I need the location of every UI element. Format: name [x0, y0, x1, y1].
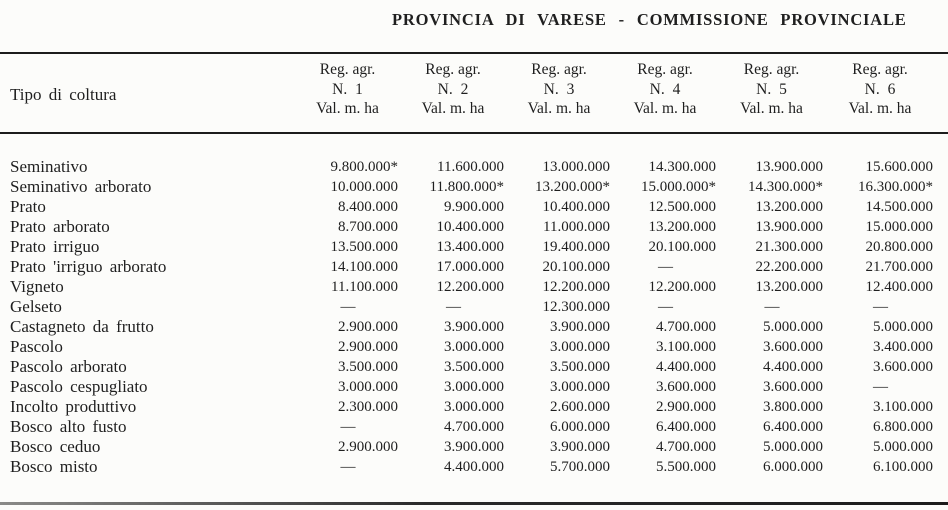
value-cell: 21.700.000: [865, 259, 933, 275]
column-header-line: Reg. agr.: [743, 61, 800, 78]
row-label: Gelseto: [10, 297, 62, 316]
row-label: Bosco ceduo: [10, 437, 101, 456]
row-label: Pascolo cespugliato: [10, 377, 148, 396]
row-label: Bosco misto: [10, 457, 98, 476]
value-cell: 3.000.000: [338, 379, 398, 395]
value-cell: 5.000.000: [763, 439, 823, 455]
value-cell: 6.000.000: [763, 459, 823, 475]
column-header-line: Val. m. ha: [421, 100, 485, 117]
value-cell: 11.000.000: [543, 219, 610, 235]
value-cell: 12.300.000: [542, 299, 610, 315]
column-header-line: N. 1: [332, 80, 363, 98]
value-cell: 3.100.000: [656, 339, 716, 355]
value-cell: 2.300.000: [338, 399, 398, 415]
page-title: PROVINCIA DI VARESE - COMMISSIONE PROVINCIALE: [392, 10, 907, 29]
column-header-line: N. 5: [756, 80, 787, 98]
value-cell: 3.000.000: [444, 399, 504, 415]
row-label: Seminativo: [10, 157, 88, 176]
column-header: [400, 58, 506, 119]
value-cell: 2.900.000: [338, 339, 398, 355]
value-cell: 9.800.000*: [330, 159, 398, 175]
value-cell: 2.900.000: [656, 399, 716, 415]
value-cell: —: [873, 379, 887, 395]
column-header-line: N. 3: [543, 80, 575, 98]
bottom-rule: [0, 502, 948, 505]
column-header-line: N. 6: [864, 80, 896, 98]
value-cell: —: [658, 299, 672, 315]
value-cell: 5.000.000: [873, 439, 933, 455]
value-cell: 15.000.000: [865, 219, 933, 235]
value-cell: 11.100.000: [331, 279, 398, 295]
value-cell: 6.400.000: [656, 419, 716, 435]
value-cell: 6.000.000: [550, 419, 610, 435]
value-cell: 3.800.000: [763, 399, 823, 415]
value-cell: 14.500.000: [865, 199, 933, 215]
column-header: [295, 58, 400, 119]
value-cell: 12.400.000: [865, 279, 933, 295]
value-cell: 3.000.000: [444, 339, 504, 355]
value-cell: 14.300.000: [648, 159, 716, 175]
value-cell: 20.100.000: [648, 239, 716, 255]
value-cell: 12.200.000: [542, 279, 610, 295]
row-label: Castagneto da frutto: [10, 317, 154, 336]
value-cell: 3.600.000: [763, 339, 823, 355]
value-cell: 13.900.000: [755, 159, 823, 175]
value-cell: 9.900.000: [444, 199, 504, 215]
value-cell: 19.400.000: [542, 239, 610, 255]
value-cell: 3.500.000: [550, 359, 610, 375]
column-header: [718, 58, 825, 119]
table-body: [0, 157, 935, 477]
top-rule: [0, 52, 948, 54]
value-cell: 4.400.000: [763, 359, 823, 375]
value-cell: 3.900.000: [444, 319, 504, 335]
table-header: [0, 58, 935, 119]
value-cell: 21.300.000: [755, 239, 823, 255]
value-cell: 6.100.000: [873, 459, 933, 475]
value-cell: —: [340, 299, 355, 315]
value-cell: —: [764, 299, 779, 315]
value-cell: 10.400.000: [542, 199, 610, 215]
value-cell: 8.700.000: [338, 219, 398, 235]
value-cell: 17.000.000: [436, 259, 504, 275]
column-header: [612, 58, 718, 119]
value-cell: 3.900.000: [550, 439, 610, 455]
value-cell: 4.700.000: [656, 319, 716, 335]
value-cell: 3.000.000: [550, 339, 610, 355]
value-cell: 3.900.000: [550, 319, 610, 335]
value-cell: 13.200.000: [648, 219, 716, 235]
value-cell: 2.600.000: [550, 399, 610, 415]
value-cell: 8.400.000: [338, 199, 398, 215]
value-cell: 2.900.000: [338, 439, 398, 455]
row-label: Incolto produttivo: [10, 397, 137, 416]
value-cell: 3.000.000: [550, 379, 610, 395]
value-cell: 15.000.000*: [641, 179, 716, 195]
row-label: Pascolo: [10, 337, 63, 356]
column-header: [506, 58, 612, 119]
value-cell: 11.600.000: [437, 159, 504, 175]
value-cell: 3.600.000: [763, 379, 823, 395]
column-header-line: Reg. agr.: [319, 61, 376, 78]
value-cell: 3.100.000: [873, 399, 933, 415]
value-cell: 3.400.000: [873, 339, 933, 355]
value-cell: 5.500.000: [656, 459, 716, 475]
column-header-line: Val. m. ha: [740, 100, 803, 117]
row-header-label: Tipo di coltura: [10, 85, 117, 105]
value-cell: 13.500.000: [330, 239, 398, 255]
value-cell: 5.000.000: [763, 319, 823, 335]
value-cell: —: [658, 259, 672, 275]
row-label: Prato irriguo: [10, 237, 100, 256]
value-cell: 15.600.000: [865, 159, 933, 175]
value-cell: 12.200.000: [648, 279, 716, 295]
value-cell: 20.100.000: [542, 259, 610, 275]
value-cell: 4.400.000: [444, 459, 504, 475]
value-cell: 11.800.000*: [429, 179, 504, 195]
value-cell: 20.800.000: [865, 239, 933, 255]
value-cell: 14.100.000: [330, 259, 398, 275]
column-header-line: Reg. agr.: [425, 61, 481, 78]
column-header-line: Val. m. ha: [316, 100, 379, 117]
column-header-line: N. 4: [649, 80, 681, 98]
row-label: Pascolo arborato: [10, 357, 127, 376]
value-cell: 22.200.000: [755, 259, 823, 275]
row-label: Prato arborato: [10, 217, 110, 236]
value-cell: 13.900.000: [755, 219, 823, 235]
value-cell: 3.600.000: [656, 379, 716, 395]
value-cell: 5.700.000: [550, 459, 610, 475]
value-cell: —: [340, 419, 355, 435]
column-header-line: Reg. agr.: [852, 61, 908, 78]
value-cell: 5.000.000: [873, 319, 933, 335]
row-label: Prato: [10, 197, 46, 216]
value-cell: 12.200.000: [436, 279, 504, 295]
column-header-line: Reg. agr.: [637, 61, 693, 78]
value-cell: —: [340, 459, 355, 475]
column-header-line: Val. m. ha: [527, 100, 591, 117]
value-cell: 13.200.000: [755, 279, 823, 295]
column-header: [825, 58, 935, 119]
value-cell: 3.000.000: [444, 379, 504, 395]
value-cell: 6.800.000: [873, 419, 933, 435]
column-header-line: Val. m. ha: [633, 100, 697, 117]
column-header-line: Reg. agr.: [531, 61, 587, 78]
value-cell: 3.600.000: [873, 359, 933, 375]
column-header-line: N. 2: [437, 80, 469, 98]
value-cell: 13.200.000: [755, 199, 823, 215]
value-cell: 10.400.000: [436, 219, 504, 235]
row-label: Seminativo arborato: [10, 177, 152, 196]
row-label: Vigneto: [10, 277, 64, 296]
value-cell: 13.000.000: [542, 159, 610, 175]
value-cell: 13.200.000*: [535, 179, 610, 195]
header-rule: [0, 132, 948, 134]
value-cell: 2.900.000: [338, 319, 398, 335]
value-cell: 6.400.000: [763, 419, 823, 435]
value-cell: 3.500.000: [444, 359, 504, 375]
row-label: Prato 'irriguo arborato: [10, 257, 167, 276]
value-cell: 10.000.000: [330, 179, 398, 195]
value-cell: 4.700.000: [444, 419, 504, 435]
value-cell: —: [446, 299, 460, 315]
value-cell: 3.500.000: [338, 359, 398, 375]
value-cell: 4.700.000: [656, 439, 716, 455]
value-cell: —: [873, 299, 887, 315]
value-cell: 4.400.000: [656, 359, 716, 375]
row-label: Bosco alto fusto: [10, 417, 127, 436]
value-cell: 13.400.000: [436, 239, 504, 255]
value-cell: 16.300.000*: [858, 179, 933, 195]
column-header-line: Val. m. ha: [848, 100, 912, 117]
value-cell: 12.500.000: [648, 199, 716, 215]
value-cell: 14.300.000*: [748, 179, 823, 195]
value-cell: 3.900.000: [444, 439, 504, 455]
